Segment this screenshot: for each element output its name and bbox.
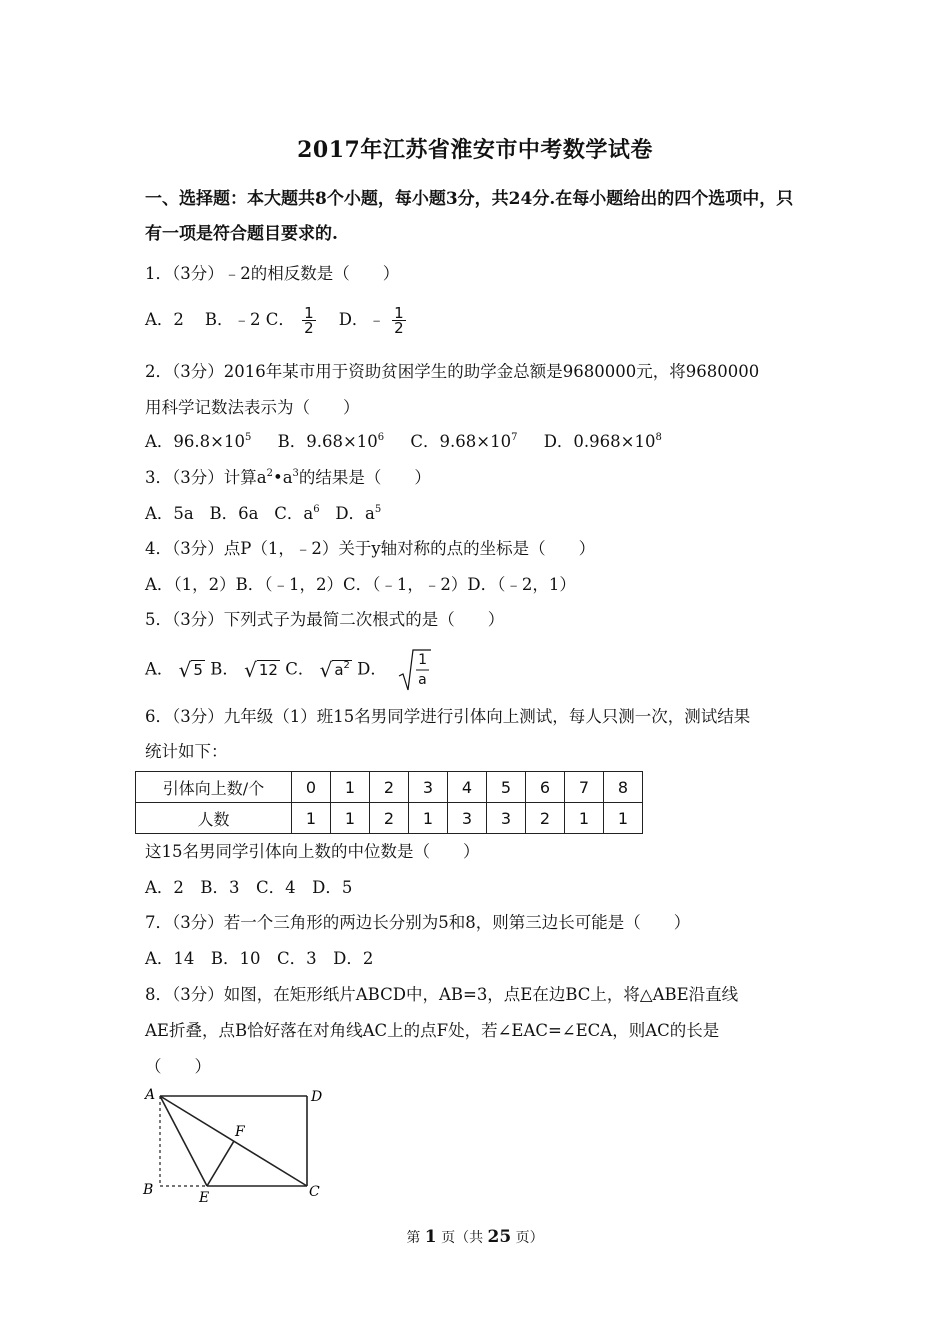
- table-cell: 1: [292, 803, 331, 834]
- q1-options: [145, 306, 408, 335]
- label-B: B: [143, 1182, 154, 1198]
- q5-b-sqrt: √ 12: [244, 658, 278, 682]
- table-row-header: 人数: [136, 803, 292, 834]
- q5-d-sqrt: 1 a: [398, 648, 432, 692]
- label-E: E: [199, 1190, 210, 1206]
- page-total: 25: [487, 1227, 512, 1247]
- table-cell: 3: [409, 772, 448, 803]
- table-cell: 1: [409, 803, 448, 834]
- q6-stat-table: [135, 771, 643, 834]
- table-cell: 1: [331, 803, 370, 834]
- q7-options: A．14 B．10 C．3 D．2: [145, 949, 374, 968]
- q5-stem: 5．（3分）下列式子为最简二次根式的是（ ）: [145, 610, 505, 629]
- q1-option-b: B．﹣2: [204, 310, 261, 329]
- table-cell: 6: [526, 772, 565, 803]
- q5-c-sqrt: √ $a^2$: [319, 658, 350, 682]
- q6-stem-line3: 这15名男同学引体向上数的中位数是（ ）: [145, 842, 480, 861]
- q1-option-c: C．: [265, 310, 295, 329]
- table-cell: 2: [526, 803, 565, 834]
- q7-stem: 7．（3分）若一个三角形的两边长分别为5和8，则第三边长可能是（ ）: [145, 913, 691, 932]
- table-cell: 1: [565, 803, 604, 834]
- table-row: [136, 772, 643, 803]
- q2-stem-line1: 2．（3分）2016年某市用于资助贫困学生的助学金总额是9680000元，将9680000: [145, 362, 760, 381]
- page-number: 1: [424, 1227, 437, 1247]
- table-cell: 3: [487, 803, 526, 834]
- section-heading: 一、选择题：本大题共8个小题，每小题3分，共24分.在每小题给出的四个选项中，只有一项是符合题目要求的.: [145, 189, 794, 244]
- q6-options: A．2 B．3 C．4 D．5: [145, 878, 353, 897]
- q1-stem: 1．（3分）﹣2的相反数是（ ）: [145, 264, 400, 283]
- q2-stem-line2: 用科学记数法表示为（ ）: [145, 398, 360, 417]
- table-cell: 1: [604, 803, 643, 834]
- q6-stem-line1: 6．（3分）九年级（1）班15名男同学进行引体向上测试，每人只测一次，测试结果: [145, 707, 751, 726]
- q1-option-a: A．2: [145, 310, 184, 329]
- table-cell: 2: [370, 772, 409, 803]
- q8-stem-line2: AE折叠，点B恰好落在对角线AC上的点F处，若∠EAC=∠ECA，则AC的长是: [145, 1021, 720, 1040]
- table-cell: 0: [292, 772, 331, 803]
- table-cell: 8: [604, 772, 643, 803]
- table-cell: 1: [331, 772, 370, 803]
- label-A: A: [145, 1087, 156, 1103]
- table-row-header: 引体向上数/个: [136, 772, 292, 803]
- q5-a-sqrt: √ 5: [178, 658, 203, 682]
- q8-rectangle-figure: [135, 1082, 335, 1207]
- q3-stem: 3．（3分）计算$a^2•a^3$的结果是（ ）: [145, 468, 431, 487]
- page-title: 2017年江苏省淮安市中考数学试卷: [297, 137, 653, 163]
- table-cell: 4: [448, 772, 487, 803]
- table-cell: 2: [370, 803, 409, 834]
- table-cell: 5: [487, 772, 526, 803]
- q1-d-fraction: $\frac{1}{2}$: [394, 304, 404, 337]
- q4-stem: 4．（3分）点P（1，﹣2）关于y轴对称的点的坐标是（ ）: [145, 539, 596, 558]
- q5-options: A． √ 5 B． √ 12 C． √ $a^2$ D． 1 a: [145, 648, 432, 692]
- q3-options: A．5a B．6a C．$a^6$ D．$a^5$: [145, 504, 382, 523]
- q8-stem-line1: 8．（3分）如图，在矩形纸片ABCD中，AB=3，点E在边BC上，将△ABE沿直线: [145, 985, 739, 1004]
- q6-stem-line2: 统计如下：: [145, 742, 228, 761]
- page-footer: 第 1 页（共 25 页）: [406, 1227, 544, 1247]
- label-D: D: [311, 1089, 323, 1105]
- q1-option-d: D．﹣: [338, 310, 385, 329]
- table-cell: 3: [448, 803, 487, 834]
- label-F: F: [235, 1124, 245, 1140]
- q4-options: A．（1，2）B．（﹣1，2）C．（﹣1，﹣2）D．（﹣2，1）: [145, 575, 576, 594]
- q8-stem-line3: （ ）: [145, 1057, 211, 1076]
- table-cell: 7: [565, 772, 604, 803]
- q1-c-fraction: $\frac{1}{2}$: [304, 304, 314, 337]
- q2-options: A．$96.8\times 10^5$ B．$9.68\times 10^6$ C．$9.68\times 10^7$ D．$0.968\times 10^8$: [145, 432, 662, 451]
- table-row: [136, 803, 643, 834]
- label-C: C: [309, 1184, 320, 1200]
